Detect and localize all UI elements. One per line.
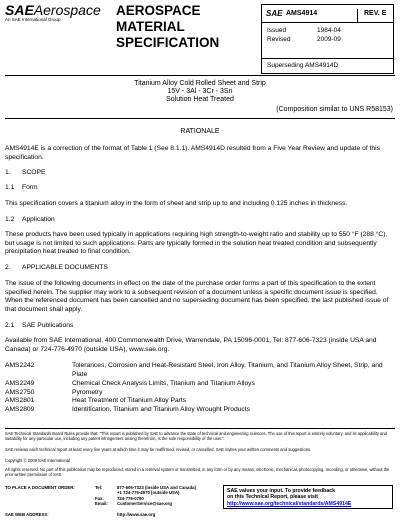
footer-divider	[5, 428, 395, 429]
reference-description: Pyrometry	[72, 388, 103, 396]
section-title: APPLICABLE DOCUMENTS	[22, 264, 108, 271]
sae-aerospace-logo	[5, 3, 115, 23]
copyright-line: Copyright © 2009 SAE International	[5, 458, 70, 463]
logo-wordmark: SAEAerospace	[5, 2, 101, 18]
composition-note: (Composition similar to UNS R58153)	[276, 106, 393, 113]
section-scope-heading	[5, 169, 45, 176]
reference-description: Chemical Check Analysis Limits, Titanium and Titanium Alloys	[72, 380, 255, 387]
title-line: MATERIAL	[116, 19, 185, 34]
email-label: Email:	[95, 501, 108, 507]
tel-value[interactable]: 877-606-7323 (inside USA and Canada)	[117, 485, 196, 490]
section-sae-publications-heading	[5, 322, 73, 329]
section-number: 1.1	[5, 184, 15, 191]
issued-date: 1984-04	[317, 27, 341, 34]
section-form-heading	[5, 184, 38, 191]
issued-label: Issued	[267, 27, 287, 34]
tel-outside-value[interactable]: +1 724-776-4970 (outside USA)	[117, 490, 180, 496]
tel-label: Tel:	[95, 485, 103, 490]
feedback-line: on this Technical Report, please visit	[227, 494, 318, 501]
section-number: 1.2	[5, 216, 15, 223]
email-link[interactable]: CustomerService@sae.org	[117, 501, 172, 507]
fax-value: 724-776-0790	[117, 495, 144, 501]
section-documents-heading	[5, 264, 108, 271]
feedback-link[interactable]: http://www.sae.org/technical/standards/AMS4914E	[227, 500, 352, 507]
document-number: AMS4914	[286, 10, 318, 17]
document-type-title	[116, 3, 261, 51]
condition-title: Solution Heat Treated	[166, 96, 234, 103]
reference-description: Identification, Titanium and Titanium Alloy Wrought Products	[72, 405, 250, 413]
reference-code: AMS2809	[5, 405, 35, 413]
fax-label: Fax:	[95, 495, 104, 501]
order-label: TO PLACE A DOCUMENT ORDER:	[5, 485, 75, 490]
feedback-box	[223, 485, 393, 509]
reference-code: AMS2801	[5, 397, 35, 404]
section-title: SCOPE	[22, 169, 46, 176]
section-application-heading	[5, 216, 55, 223]
web-address-label: SAE WEB ADDRESS:	[5, 512, 49, 517]
section-number: 2.1	[5, 322, 15, 329]
section-title: SAE Publications	[22, 322, 74, 329]
documents-text: The issue of the following documents in effect on the date of the purchase order forms a part of this specification to the extent specified herein. The supplier may work to a subsequent revision of a document unless a specific document issue is specified. When the referenced document has been cancelled and no superseding document has been specified, the last published issue of that document shall apply.	[5, 280, 389, 313]
reference-description: Tolerances, Corrosion and Heat-Resistant Steel, Iron Alloy, Titanium, and Titanium Alloy Sheet, Strip, and Plate	[72, 362, 383, 378]
section-title: Form	[22, 184, 38, 191]
order-contact-block	[5, 485, 220, 519]
reference-description: Heat Treatment of Titanium Alloy Parts	[72, 397, 187, 404]
section-title: Application	[22, 216, 55, 223]
section-number: 2.	[5, 264, 11, 271]
document-info-box	[261, 4, 394, 74]
material-title: Titanium Alloy Cold Rolled Sheet and Strip	[134, 80, 266, 87]
revised-date: 2009-09	[317, 36, 341, 43]
reference-code: AMS2242	[5, 362, 35, 369]
document-number-row	[262, 5, 393, 23]
feedback-line: SAE values your input. To provide feedback	[227, 488, 335, 494]
section-number: 1.	[5, 169, 11, 176]
title-line: SPECIFICATION	[116, 35, 220, 50]
rights-notice: All rights reserved. No part of this publication may be reproduced, stored in a retrieval system or transmitted, in any form or by any means, electronic, mechanical, photocopying, recording, or otherwise, without the prior written permission of SAE.	[5, 467, 390, 478]
form-text: This specification covers a titanium alloy in the form of sheet and strip up to and including 0.125 inches in thickness.	[5, 200, 348, 207]
web-address-link[interactable]: http://www.sae.org	[117, 512, 156, 517]
reference-code: AMS2750	[5, 388, 35, 396]
title-line: AEROSPACE	[116, 3, 201, 18]
rationale-heading: RATIONALE	[180, 128, 220, 135]
revision-label: REV. E	[357, 9, 393, 23]
superseding-text: Superseding AMS4914D	[267, 62, 339, 69]
reference-code: AMS2249	[5, 380, 35, 387]
subtitle-divider	[5, 118, 395, 119]
sae-publications-text: Available from SAE International, 400 Commonwealth Drive, Warrendale, PA 15096-0001, Tel: 877-606-7323 (inside USA and Canada) or 724-776-4970 (outside USA), www.sae.org.	[5, 337, 377, 353]
header-divider	[5, 75, 395, 76]
superseding-row	[262, 58, 393, 74]
alloy-designation: 15V - 3Al - 3Cr - 3Sn	[167, 88, 233, 95]
logo-tagline: An SAE International Group	[5, 17, 61, 22]
review-notice: SAE reviews each technical report at least every five years at which time it may be reaffirmed, revised, or cancelled. SAE invites your written comments and suggestions.	[5, 447, 312, 452]
reference-row	[5, 362, 393, 379]
rationale-text: AMS4914E is a correction of the format of Table 1 (See 8.1.1). AMS4914D resulted from a Five Year Review and update of this specification.	[5, 145, 380, 161]
application-text: These products have been used typically in applications requiring high strength-to-weight ratio and stability up to 550 °F (288 °C), but usage is not limited to such applications. Parts are typically formed in the solution heat treated condition and subsequently precipitation heat treated to final condition.	[5, 231, 388, 255]
sae-mark: SAE	[266, 9, 283, 18]
revised-label: Revised	[267, 36, 291, 43]
standards-board-rules: SAE Technical Standards Board Rules provide that: "This report is published by SAE to advance the state of technical and engineering sciences. The use of this report is entirely voluntary, and its applicability and suitability for any particular use, including any patent infringement arising therefrom, is the sole responsibility of the user."	[5, 431, 387, 442]
